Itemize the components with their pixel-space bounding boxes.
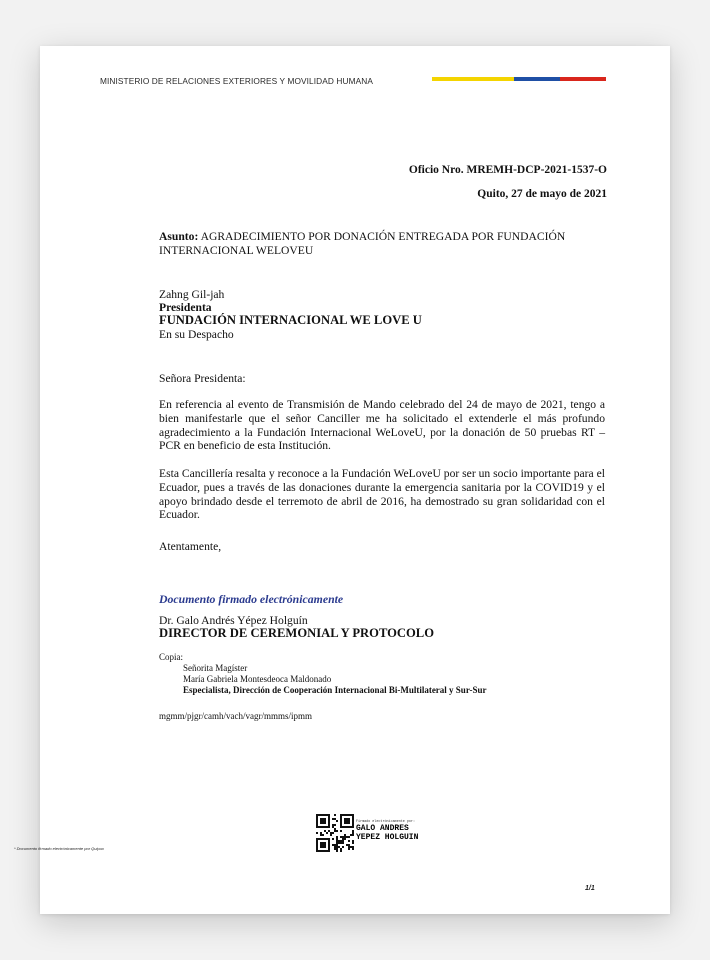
ecuador-flag-stripe [432,77,606,81]
ministry-header: MINISTERIO DE RELACIONES EXTERIORES Y MOVILIDAD HUMANA [100,76,373,86]
flag-yellow-stripe [432,77,514,81]
qr-module [336,836,338,838]
qr-module [342,846,344,848]
salutation: Señora Presidenta: [159,372,246,385]
stamp-name-line-2: YEPEZ HOLGUIN [356,833,419,842]
signature-stamp [356,820,418,842]
qr-module [316,832,318,834]
qr-finder-pattern [320,818,326,824]
qr-module [352,834,354,836]
qr-finder-pattern [320,842,326,848]
recipient-name: Zahng Gil-jah [159,288,225,301]
qr-module [324,830,326,832]
qr-module [330,832,332,834]
qr-module [334,824,336,826]
qr-module [348,836,350,838]
qr-module [332,826,334,828]
electronic-signature-note: Documento firmado electrónicamente [159,592,344,606]
qr-module [342,842,344,844]
qr-module [334,846,336,848]
recipient-organization: FUNDACIÓN INTERNACIONAL WE LOVE U [159,313,422,328]
qr-module [336,820,338,822]
qr-module [346,844,348,846]
qr-module [332,818,334,820]
qr-module [330,834,332,836]
qr-module [342,840,344,842]
qr-module [322,834,324,836]
footer-note: * Documento firmado electrónicamente por Quipux [14,846,104,851]
qr-code-graphic [316,814,354,852]
qr-module [342,838,344,840]
qr-module [352,832,354,834]
qr-module [340,830,342,832]
qr-module [334,814,336,816]
qr-module [350,834,352,836]
qr-module [340,840,342,842]
paragraph-1: En referencia al evento de Transmisión de Mando celebrado del 24 de mayo de 2021, tengo a bien manifestarle que el señor Canciller me ha solicitado el extenderle el más profundo agradecimiento a la Fundación Internacional WeLoveU, por la donación de 50 pruebas RT – PCR en beneficio de esta Institución. [159,398,605,453]
copy-label: Copia: [159,652,183,662]
qr-module [334,844,336,846]
qr-module [348,844,350,846]
page-number: 1/1 [585,885,595,892]
stamp-name-line-1: GALO ANDRES [356,824,409,833]
copy-line-2: María Gabriela Montesdeoca Maldonado [183,674,332,684]
qr-module [320,832,322,834]
qr-module [334,830,336,832]
qr-module [326,832,328,834]
qr-module [344,834,346,836]
qr-module [340,842,342,844]
qr-module [352,842,354,844]
qr-module [348,846,350,848]
letter-page [40,46,670,914]
qr-module [332,844,334,846]
qr-module [334,828,336,830]
qr-module [342,836,344,838]
copy-block [159,652,486,696]
qr-module [336,846,338,848]
qr-code [316,814,354,852]
initials: mgmm/pjgr/camh/vach/vagr/mmms/ipmm [159,711,312,721]
qr-module [336,840,338,842]
qr-module [348,848,350,850]
qr-module [336,844,338,846]
qr-module [348,840,350,842]
flag-blue-stripe [514,77,560,81]
qr-module [344,838,346,840]
qr-module [346,836,348,838]
flag-red-stripe [560,77,606,81]
qr-module [334,848,336,850]
qr-module [352,840,354,842]
qr-module [352,848,354,850]
signer-name: Dr. Galo Andrés Yépez Holguín [159,614,308,627]
qr-module [320,834,322,836]
place-date: Quito, 27 de mayo de 2021 [477,188,607,200]
qr-module [340,836,342,838]
qr-finder-pattern [344,818,350,824]
qr-module [338,846,340,848]
stamp-caption: Firmado electrónicamente por: [356,820,416,824]
signer-block [159,614,434,640]
qr-module [332,832,334,834]
qr-module [336,842,338,844]
closing: Atentamente, [159,540,222,553]
reference-number: Oficio Nro. MREMH-DCP-2021-1537-O [408,164,607,176]
qr-module [334,818,336,820]
paragraph-2: Esta Cancillería resalta y reconoce a la Fundación WeLoveU por ser un socio importante para el Ecuador, pues a través de las donaciones durante la emergencia sanitaria por la COVID19 y el apoyo brindado desde el terremoto de abril de 2016, ha demostrado su gran solidaridad con el Ecuador. [159,467,605,522]
qr-module [336,848,338,850]
qr-module [350,846,352,848]
qr-module [352,830,354,832]
qr-module [340,850,342,852]
recipient-block [159,288,422,341]
qr-module [332,838,334,840]
copy-role: Especialista, Dirección de Cooperación Internacional Bi-Multilateral y Sur-Sur [183,685,487,695]
recipient-title: Presidenta [159,301,212,315]
qr-module [328,830,330,832]
qr-module [332,824,334,826]
copy-line-1: Señorita Magíster [183,663,248,673]
qr-module [344,836,346,838]
subject [159,230,605,257]
qr-module [338,840,340,842]
subject-text: AGRADECIMIENTO POR DONACIÓN ENTREGADA POR FUNDACIÓN INTERNACIONAL WELOVEU [159,230,566,257]
recipient-delivery: En su Despacho [159,327,234,341]
qr-module [338,842,340,844]
qr-module [336,838,338,840]
subject-label: Asunto: [159,230,199,243]
qr-module [352,846,354,848]
qr-module [336,850,338,852]
qr-module [340,848,342,850]
signer-position: DIRECTOR DE CEREMONIAL Y PROTOCOLO [159,626,435,641]
qr-module [336,830,338,832]
